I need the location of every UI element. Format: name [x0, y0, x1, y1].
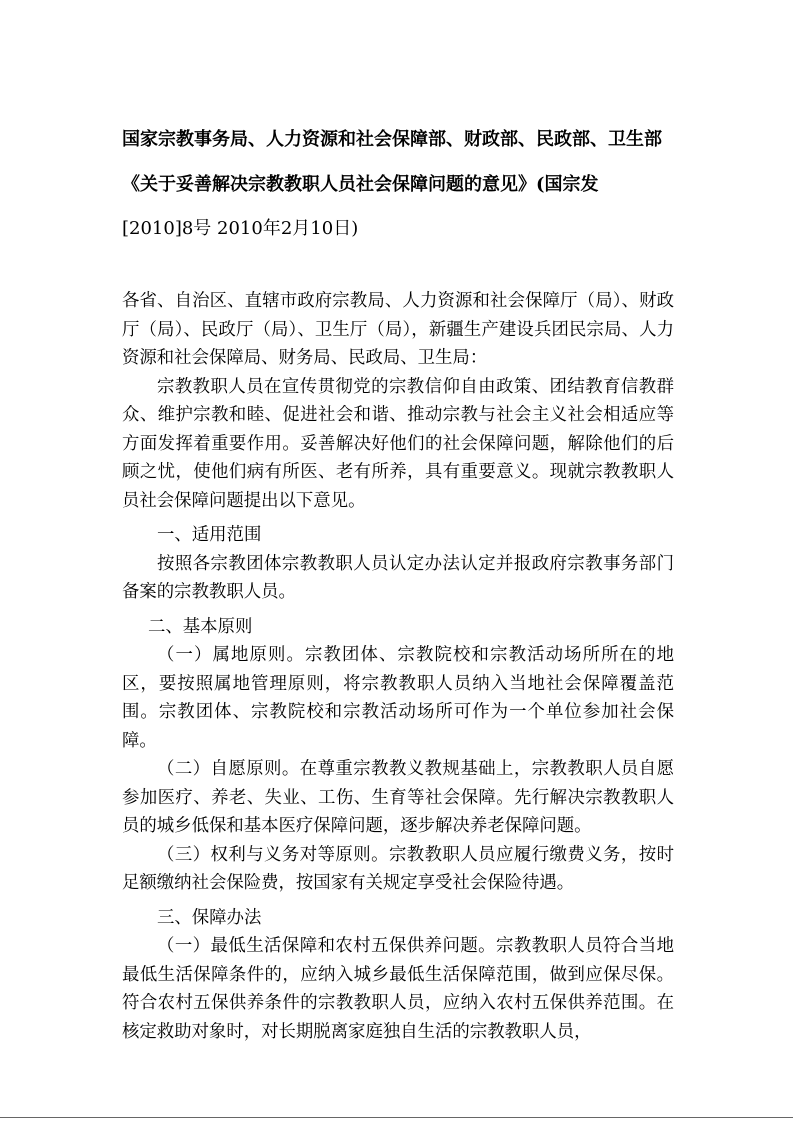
section-heading-scope: 一、适用范围 — [157, 525, 262, 545]
intro-paragraph: 宗教教职人员在宣传贯彻党的宗教信仰自由政策、团结教育信教群众、维护宗教和睦、促进社会和谐、推动宗教与社会主义社会相适应等方面发挥着重要作用。妥善解决好他们的社会保障问题，解除他们的后顾之忧，使他们病有所医、老有所养，具有重要意义。现就宗教教职人员社会保障问题提出以下意见。 — [122, 376, 674, 511]
document-body — [122, 287, 674, 1046]
document-title-line-2: 《关于妥善解决宗教教职人员社会保障问题的意见》(国宗发 — [122, 174, 599, 195]
section-heading-principles: 二、基本原则 — [148, 616, 253, 637]
principle-voluntary-paragraph: （二）自愿原则。在尊重宗教教义教规基础上，宗教教职人员自愿参加医疗、养老、失业、工伤、生育等社会保障。先行解决宗教教职人员的城乡低保和基本医疗保障问题，逐步解决养老保障问题。 — [122, 759, 674, 836]
principle-rights-duties-paragraph: （三）权利与义务对等原则。宗教教职人员应履行缴费义务，按时足额缴纳社会保险费，按国家有关规定享受社会保险待遇。 — [122, 844, 674, 893]
document-title-line-3: [2010]8号 2010年2月10日) — [122, 218, 359, 239]
page-bottom-rule — [0, 1117, 793, 1118]
section-scope-paragraph: 按照各宗教团体宗教教职人员认定办法认定并报政府宗教事务部门备案的宗教教职人员。 — [122, 553, 674, 602]
addressee-paragraph: 各省、自治区、直辖市政府宗教局、人力资源和社会保障厅（局）、财政厅（局）、民政厅（局）、卫生厅（局），新疆生产建设兵团民宗局、人力资源和社会保障局、财务局、民政局、卫生局： — [122, 291, 674, 368]
document-title-line-1: 国家宗教事务局、人力资源和社会保障部、财政部、民政部、卫生部 — [122, 129, 662, 150]
principle-territorial-paragraph: （一）属地原则。宗教团体、宗教院校和宗教活动场所所在的地区，要按照属地管理原则，将宗教教职人员纳入当地社会保障覆盖范围。宗教团体、宗教院校和宗教活动场所可作为一个单位参加社会保障。 — [122, 645, 674, 751]
measure-minimum-living-paragraph: （一）最低生活保障和农村五保供养问题。宗教教职人员符合当地最低生活保障条件的，应纳入城乡最低生活保障范围，做到应保尽保。符合农村五保供养条件的宗教教职人员，应纳入农村五保供养范围。在核定救助对象时，对长期脱离家庭独自生活的宗教教职人员， — [122, 936, 674, 1042]
section-heading-measures: 三、保障办法 — [157, 907, 262, 928]
